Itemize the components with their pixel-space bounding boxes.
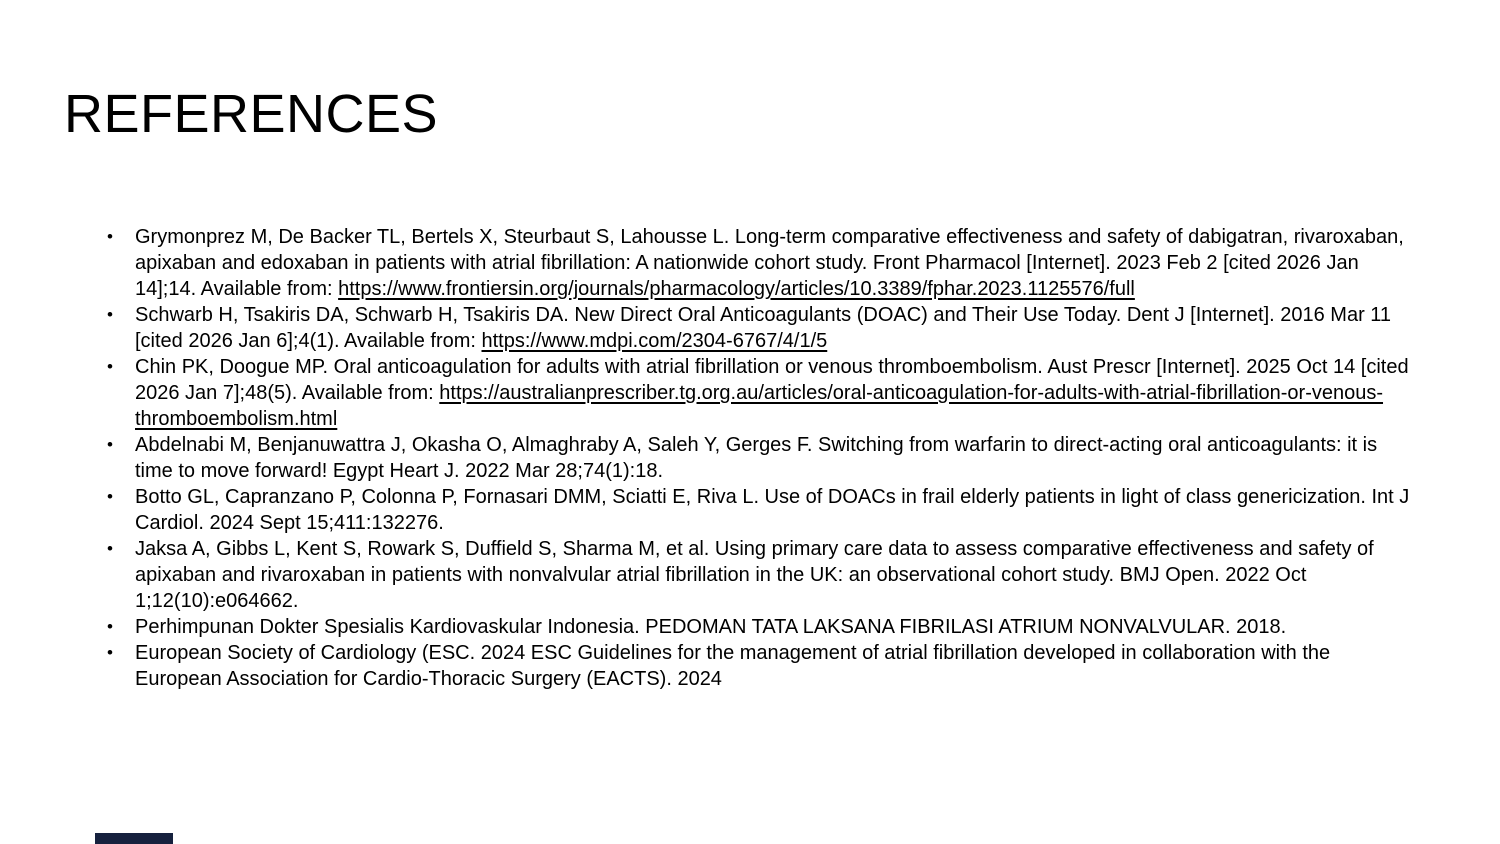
reference-text (135, 302, 1412, 354)
footer-accent-bar (95, 833, 173, 844)
bullet-icon: • (107, 539, 113, 558)
reference-text (135, 354, 1412, 432)
reference-item (107, 354, 1412, 432)
reference-item (107, 302, 1412, 354)
reference-item (107, 432, 1412, 484)
reference-citation: Jaksa A, Gibbs L, Kent S, Rowark S, Duffield S, Sharma M, et al. Using primary care data to assess comparative effectiveness and safety of apixaban and rivaroxaban in patients with nonvalvular atrial fibrillation in the UK: an observational cohort study. BMJ Open. 2022 Oct 1;12(10):e064662. (135, 538, 1374, 612)
reference-item (107, 536, 1412, 614)
bullet-icon: • (107, 643, 113, 662)
reference-text (135, 224, 1412, 302)
reference-citation: Grymonprez M, De Backer TL, Bertels X, Steurbaut S, Lahousse L. Long-term comparative effectiveness and safety of dabigatran, rivaroxaban, apixaban and edoxaban in patients with atrial fibrillation: A nationwide cohort study. Front Pharmacol [Internet]. 2023 Feb 2 [cited 2026 Jan 14];14. Available from: (135, 226, 1404, 300)
reference-citation: Chin PK, Doogue MP. Oral anticoagulation for adults with atrial fibrillation or venous thromboembolism. Aust Prescr [Internet]. 2025 Oct 14 [cited 2026 Jan 7];48(5). Available from: (135, 356, 1409, 404)
reference-citation: Schwarb H, Tsakiris DA, Schwarb H, Tsakiris DA. New Direct Oral Anticoagulants (DOAC) and Their Use Today. Dent J [Internet]. 2016 Mar 11 [cited 2026 Jan 6];4(1). Available from: (135, 304, 1392, 352)
reference-item (107, 614, 1412, 640)
reference-citation: European Society of Cardiology (ESC. 2024 ESC Guidelines for the management of atrial fibrillation developed in collaboration with the European Association for Cardio-Thoracic Surgery (EACTS). 2024 (135, 642, 1331, 690)
reference-link[interactable]: https://australianprescriber.tg.org.au/articles/oral-anticoagulation-for-adults-with-atrial-fibrillation-or-venous-thromboembolism.html (135, 382, 1384, 430)
page-title: REFERENCES (64, 84, 439, 144)
reference-citation: Perhimpunan Dokter Spesialis Kardiovaskular Indonesia. PEDOMAN TATA LAKSANA FIBRILASI ATRIUM NONVALVULAR. 2018. (135, 616, 1287, 638)
reference-text (135, 614, 1412, 640)
bullet-icon: • (107, 357, 113, 376)
reference-citation: Abdelnabi M, Benjanuwattra J, Okasha O, Almaghraby A, Saleh Y, Gerges F. Switching from warfarin to direct-acting oral anticoagulants: it is time to move forward! Egypt Heart J. 2022 Mar 28;74(1):18. (135, 434, 1378, 482)
reference-item (107, 224, 1412, 302)
reference-link[interactable]: https://www.frontiersin.org/journals/pharmacology/articles/10.3389/fphar.2023.1125576/full (338, 278, 1135, 300)
reference-text (135, 484, 1412, 536)
reference-text (135, 536, 1412, 614)
reference-text (135, 432, 1412, 484)
bullet-icon: • (107, 487, 113, 506)
reference-item (107, 640, 1412, 692)
reference-link[interactable]: https://www.mdpi.com/2304-6767/4/1/5 (481, 330, 828, 352)
bullet-icon: • (107, 435, 113, 454)
reference-item (107, 484, 1412, 536)
reference-citation: Botto GL, Capranzano P, Colonna P, Fornasari DMM, Sciatti E, Riva L. Use of DOACs in frail elderly patients in light of class genericization. Int J Cardiol. 2024 Sept 15;411:132276. (135, 486, 1410, 534)
bullet-icon: • (107, 617, 113, 636)
bullet-icon: • (107, 227, 113, 246)
bullet-icon: • (107, 305, 113, 324)
reference-text (135, 640, 1412, 692)
references-list (107, 224, 1412, 692)
